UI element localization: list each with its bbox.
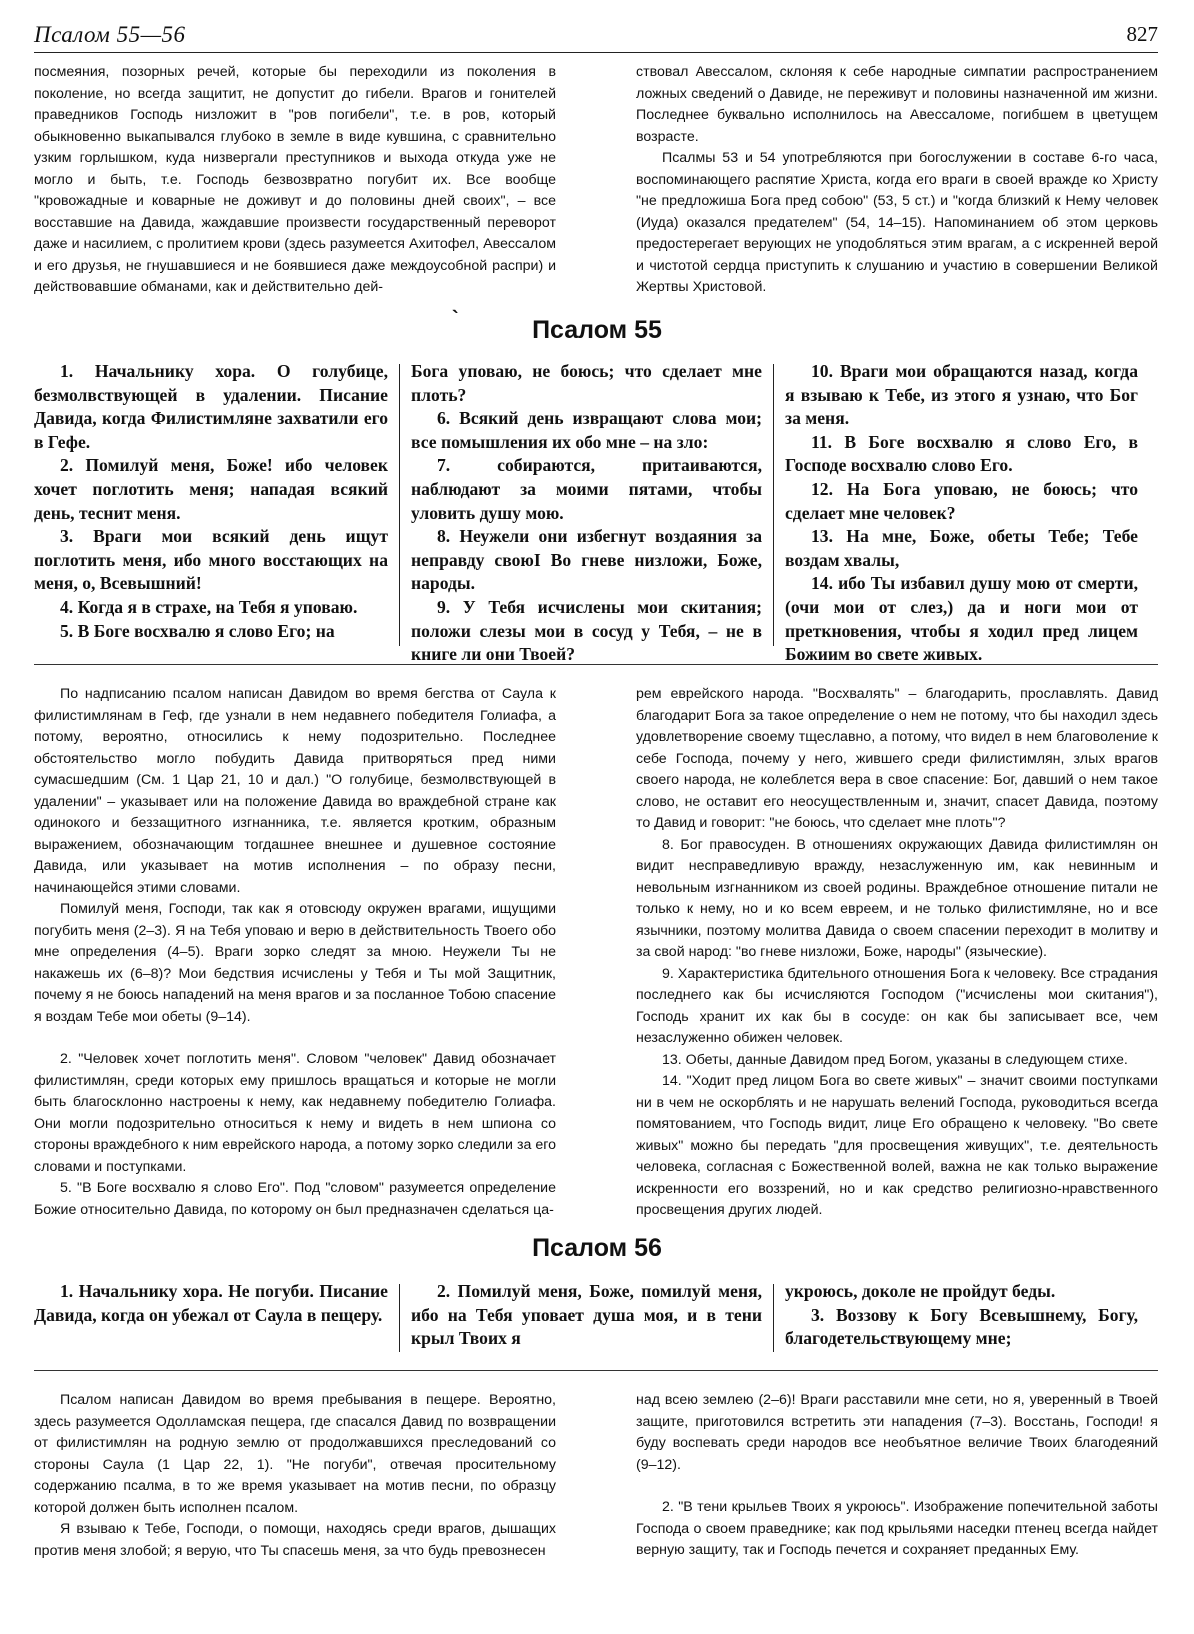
psalm-55-title: Псалом 55 [532,316,662,344]
verse: 3. Враги мои всякий день ищут поглотить меня, ибо много восстающих на меня, о, Всевышний! [34,526,388,594]
psalm-56-title: Псалом 56 [532,1234,662,1262]
commentary-paragraph: 14. "Ходит пред лицом Бога во свете живых" – значит своими поступками ни в чем не оскорблять и не нарушать велений Господа, руководиться всегда помятованием, что Господь видит, лице Его обращено к человеку. "Во свете живых" можно бы передать "для просвещения живущих", т.е. деятельность человека, согласная с Божественной волей, важна не как только выражение искренности его воззрений, но и как средство религиозно-нравственного просвещения других людей. [636,1073,1158,1218]
commentary-paragraph: 5. "В Боге восхвалю я слово Его". Под "словом" разумеется определение Божие относительно Давида, по которому он был предназначен сделаться ца- [34,1180,556,1218]
section-rule [34,1370,1158,1371]
psalm-55-commentary-right-column [636,684,1158,1222]
commentary-paragraph: 8. Бог правосуден. В отношениях окружающих Давида филистимлян он видит несправедливую вражду, незаслуженную им, как невинным и невольным изгнанником из своей родины. Враждебное отношение питали не только к нему, но и ко всем евреем, и не только филистимляне, но и все язычники, поэтому молитва Давида о своем спасении переходит в молитву и за свой народ: "во гневе низложи, Боже, народы" (языческие). [636,836,1158,960]
psalm-56-commentary-right-column [636,1390,1158,1562]
column-divider [773,1284,774,1352]
verse: 13. На мне, Боже, обеты Тебе; Тебе воздам хвалы, [785,526,1138,570]
stray-mark: ` [452,308,459,330]
commentary-paragraph: По надписанию псалом написан Давидом во время бегства от Саула к филистимлянам в Геф, где узнали в нем недавнего победителя Голиафа, а потому, вероятно, относились к нему подозрительно. Последнее обстоятельство могло побудить Давида притворяться пред ними сумасшедшим (См. 1 Цар 21, 10 и дал.) "О голубице, безмолвствующей в удалении" – указывает или на положение Давида во враждебной стране как одинокого и беззащитного изгнанника, т.е. является кротким, образным выражением, обозначающим тогдашнее внешнее и душевное состояние Давида, или указывает на мотив исполнения – по образу песни, начинающейся этими словами. [34,686,556,896]
commentary-paragraph: ствовал Авессалом, склоняя к себе народные симпатии распространением ложных сведений о Давиде, не переживут и половины назначенной им жизни. Последнее буквально исполнилось на Авессаломе, погибшем в цветущем возрасте. [636,64,1158,145]
psalm-56-commentary [34,1390,1158,1562]
verse: 11. В Боге восхвалю я слово Его, в Господе восхвалю слово Его. [785,431,1138,476]
psalm-55-commentary-left-column [34,684,556,1222]
verse: 7. собираются, притаиваются, наблюдают за моими пятами, чтобы уловить душу мою. [411,455,762,523]
psalm-56-column-2 [411,1280,762,1356]
psalm-55-column-2 [411,360,762,665]
psalm-56-column-1 [34,1280,388,1356]
verse: 1. Начальнику хора. О голубице, безмолвствующей в удалении. Писание Давида, когда Филистимляне захватили его в Гефе. [34,361,388,452]
psalm-55-verses [34,360,1158,665]
psalm-56-verses [34,1280,1158,1356]
verse: 14. ибо Ты избавил душу мою от смерти, (очи мои от слез,) да и ноги мои от преткновения, чтобы я ходил пред лицем Божиим во свете живых. [785,573,1138,665]
running-head [34,18,1158,53]
commentary-paragraph: Псалмы 53 и 54 употребляются при богослужении в составе 6-го часа, воспоминающего распятие Христа, когда его враги в своей вражде ко Христу "не предложиша Бога пред собою" (53, 5 ст.) и "когда близкий к Нему человек (Иуда) оказался предателем" (54, 14–15). Напоминанием об этом церковь предостерегает верующих не уподобляться этим врагам, а с искренней верой и чистотой сердца приступить к слушанию и участию в совершении Великой Жертвы Христовой. [636,150,1158,295]
verse: 6. Всякий день извращают слова мои; все помышления их обо мне – на зло: [411,408,762,452]
commentary-paragraph: 2. "Человек хочет поглотить меня". Словом "человек" Давид обозначает филистимлян, среди которых ему пришлось вращаться и которые не могли быть благосклонно настроены к нему, как недавнему победителю Голиафа. Они могли подозрительно относиться к нему и видеть в нем шпиона со стороны враждебного к ним еврейского народа, а потому зорко следили за его словами и поступками. [34,1051,556,1175]
commentary-paragraph: Псалом написан Давидом во время пребывания в пещере. Вероятно, здесь разумеется Одолламская пещера, где спасался Давид по возвращении от филистимлян на родную землю от продолжавшихся преследований со стороны Саула (1 Цар 22, 1). "Не погуби", отвечая просительному содержанию псалма, в то же время указывает на мотив песни, по образцу которой должен быть исполнен псалом. [34,1392,556,1516]
column-divider [399,364,400,646]
page-number: 827 [1126,22,1158,46]
verse: 2. Помилуй меня, Боже! ибо человек хочет поглотить меня; нападая всякий день, теснит меня. [34,455,388,523]
commentary-paragraph: 13. Обеты, данные Давидом пред Богом, указаны в следующем стихе. [662,1051,1128,1068]
commentary-paragraph: Я взываю к Тебе, Господи, о помощи, находясь среди врагов, дышащих против меня злобой; я верую, что Ты спасешь меня, за что будь превознесен [34,1521,556,1559]
verse: 2. Помилуй меня, Боже, помилуй меня, ибо на Тебя уповает душа моя, и в тени крыл Твоих я [411,1281,762,1349]
commentary-paragraph: 9. Характеристика бдительного отношения Бога к человеку. Все страдания последнего как бы исчисляются Господом ("исчислены мои скитания"), Господь хранит их как бы в сосуде: он как бы записывает все, чем незаслуженно обижен человек. [636,965,1158,1046]
column-divider [399,1284,400,1352]
top-commentary-right-column [636,62,1158,299]
verse: Бога уповаю, не боюсь; что сделает мне плоть? [411,361,762,405]
verse: укроюсь, доколе не пройдут беды. [785,1281,1056,1301]
section-rule [34,664,1158,665]
psalm-55-column-1 [34,360,388,650]
verse: 3. Воззову к Богу Всевышнему, Богу, благодетельствующему мне; [785,1304,1138,1349]
commentary-paragraph: 2. "В тени крыльев Твоих я укроюсь". Изображение попечительной заботы Господа о своем праведнике; как под крыльями наседки птенец всегда найдет верную защиту, так и Господь печется и сохраняет преданных Ему. [636,1499,1158,1558]
verse: 5. В Боге восхвалю я слово Его; на [60,620,335,641]
column-divider [773,364,774,646]
commentary-paragraph: рем еврейского народа. "Восхвалять" – благодарить, прославлять. Давид благодарит Бога за такое определение о нем не потому, что бы находил здесь удовлетворение своему тщеславно, а потому, что видел в нем благоволение к себе Господа, почему у него, жившего среди филистимлян, злых врагов своего народа, не колеблется вера в свое спасение: Бог, давший о нем такое слово, не оставит его неосуществленным и, значит, спасет Давида, поэтому то Давид и говорит: "не боюсь, что сделает мне плоть"? [636,686,1158,831]
psalm-55-column-3 [785,360,1138,665]
psalm-55-commentary [34,684,1158,1222]
running-head-title: Псалом 55—56 [34,22,186,47]
verse: 8. Неужели они избегнут воздаяния за неправду своюІ Во гневе низложи, Боже, народы. [411,526,762,594]
verse: 4. Когда я в страхе, на Тебя я уповаю. [60,596,358,617]
verse: 10. Враги мои обращаются назад, когда я взываю к Тебе, из этого я узнаю, что Бог за меня. [785,361,1138,429]
commentary-paragraph: посмеяния, позорных речей, которые бы переходили из поколения в поколение, но всегда защитит, не допустит до гибели. Врагов и гонителей праведников Господь низложит в "ров погибели", т.е. в ров, который обыкновенно выкапывался глубоко в земле в виде кувшина, с сравнительно узким горлышком, куда низвергали преступников и выхода откуда уже не могло и быть, т.е. Господь безвозвратно погубит их. Все вообще "кровожадные и коварные не доживут и до половины дней своих", – все восставшие на Давида, жаждавшие произвести государственный переворот даже и насилием, с пролитием крови (здесь разумеется Ахитофел, Авессалом и его друзья, не гнушавшиеся и не боявшиеся даже междоусобной распри) и действовавшие обманами, как и действительно дей- [34,64,556,295]
psalm-56-column-3 [785,1280,1138,1356]
top-commentary [34,62,1158,299]
verse: 9. У Тебя исчислены мои скитания; положи слезы мои в сосуд у Тебя, – не в книге ли они Твоей? [411,596,762,665]
commentary-paragraph: Помилуй меня, Господи, так как я отовсюду окружен врагами, ищущими погубить меня (2–3). Я на Тебя уповаю и верю в действительность Твоего обо мне определения (4–5). Враги зорко следят за мною. Неужели Ты не накажешь их (6–8)? Мои бедствия исчислены у Тебя и Ты мой Защитник, почему я не боюсь нападений на меня врагов и за посланное Тобою спасение я воздам Тебе мои обеты (9–14). [34,901,556,1025]
verse: 1. Начальнику хора. Не погуби. Писание Давида, когда он убежал от Саула в пещеру. [34,1281,388,1325]
psalm-56-commentary-left-column [34,1390,556,1562]
commentary-paragraph: над всею землею (2–6)! Враги расставили мне сети, но я, уверенный в Твоей защите, приготовился встретить эти нападения (7–3). Восстань, Господи! я буду воспевать среди народов все необъятное величие Твоих благодеяний (9–12). [636,1392,1158,1473]
top-commentary-left-column [34,62,556,299]
verse: 12. На Бога уповаю, не боюсь; что сделает мне человек? [785,478,1138,523]
